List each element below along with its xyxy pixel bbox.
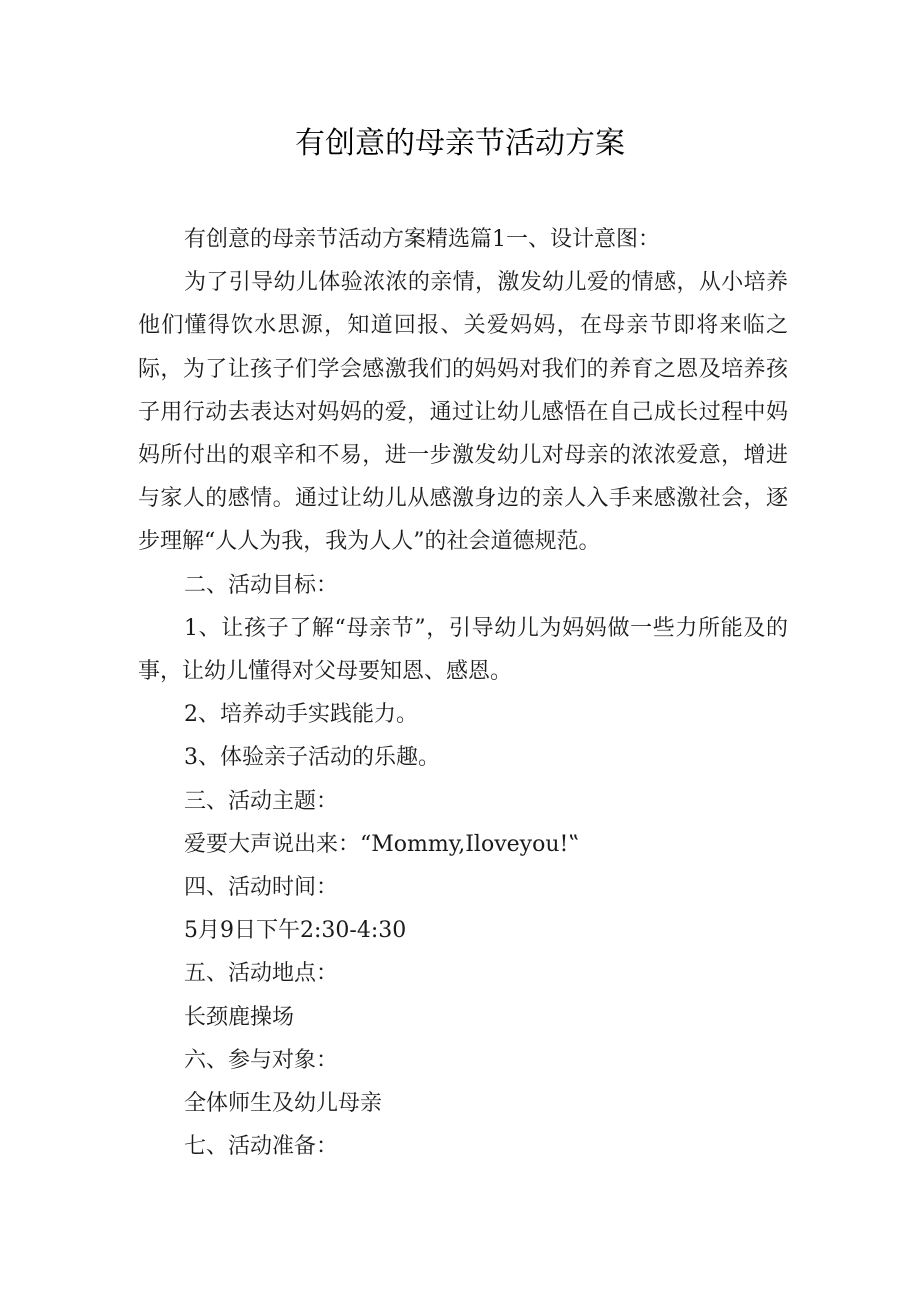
document-title: 有创意的母亲节活动方案 [295,126,625,161]
section-heading-goals: 二、活动目标： [184,572,339,598]
paragraph-design-intent: 为了引导幼儿体验浓浓的亲情，激发幼儿爱的情感，从小培养他们懂得饮水思源，知道回报、关爱妈妈，在母亲节即将来临之际，为了让孩子们学会感激我们的妈妈对我们的养育之恩及培养孩子用行动去表达对妈妈的爱，通过让幼儿感悟在自己成长过程中妈妈所付出的艰辛和不易，进一步激发幼儿对母亲的浓浓爱意，增进与家人的感情。通过让幼儿从感激身边的亲人入手来感激社会，逐步理解“人人为我，我为人人”的社会道德规范。 [138,270,788,555]
section-heading-participants: 六、参与对象： [184,1047,339,1073]
document-body [138,218,788,1168]
time-text: 5月9日下午2:30-4:30 [184,918,407,944]
location-text: 长颈鹿操场 [184,1004,295,1030]
goal-item-2: 2、培养动手实践能力。 [184,702,418,728]
section-heading-preparation: 七、活动准备： [184,1134,339,1160]
section-heading-time: 四、活动时间： [184,875,339,901]
goal-item-3: 3、体验亲子活动的乐趣。 [184,745,440,771]
section-heading-theme: 三、活动主题： [184,788,339,814]
participants-text: 全体师生及幼儿母亲 [184,1091,383,1117]
theme-text: 爱要大声说出来：“Mommy,Iloveyou!‟ [184,831,580,857]
paragraph-intro-heading: 有创意的母亲节活动方案精选篇1一、设计意图： [184,227,660,252]
section-heading-location: 五、活动地点： [184,961,339,987]
goal-item-1: 1、让孩子了解“母亲节”，引导幼儿为妈妈做一些力所能及的事，让幼儿懂得对父母要知恩、感恩。 [138,615,788,685]
